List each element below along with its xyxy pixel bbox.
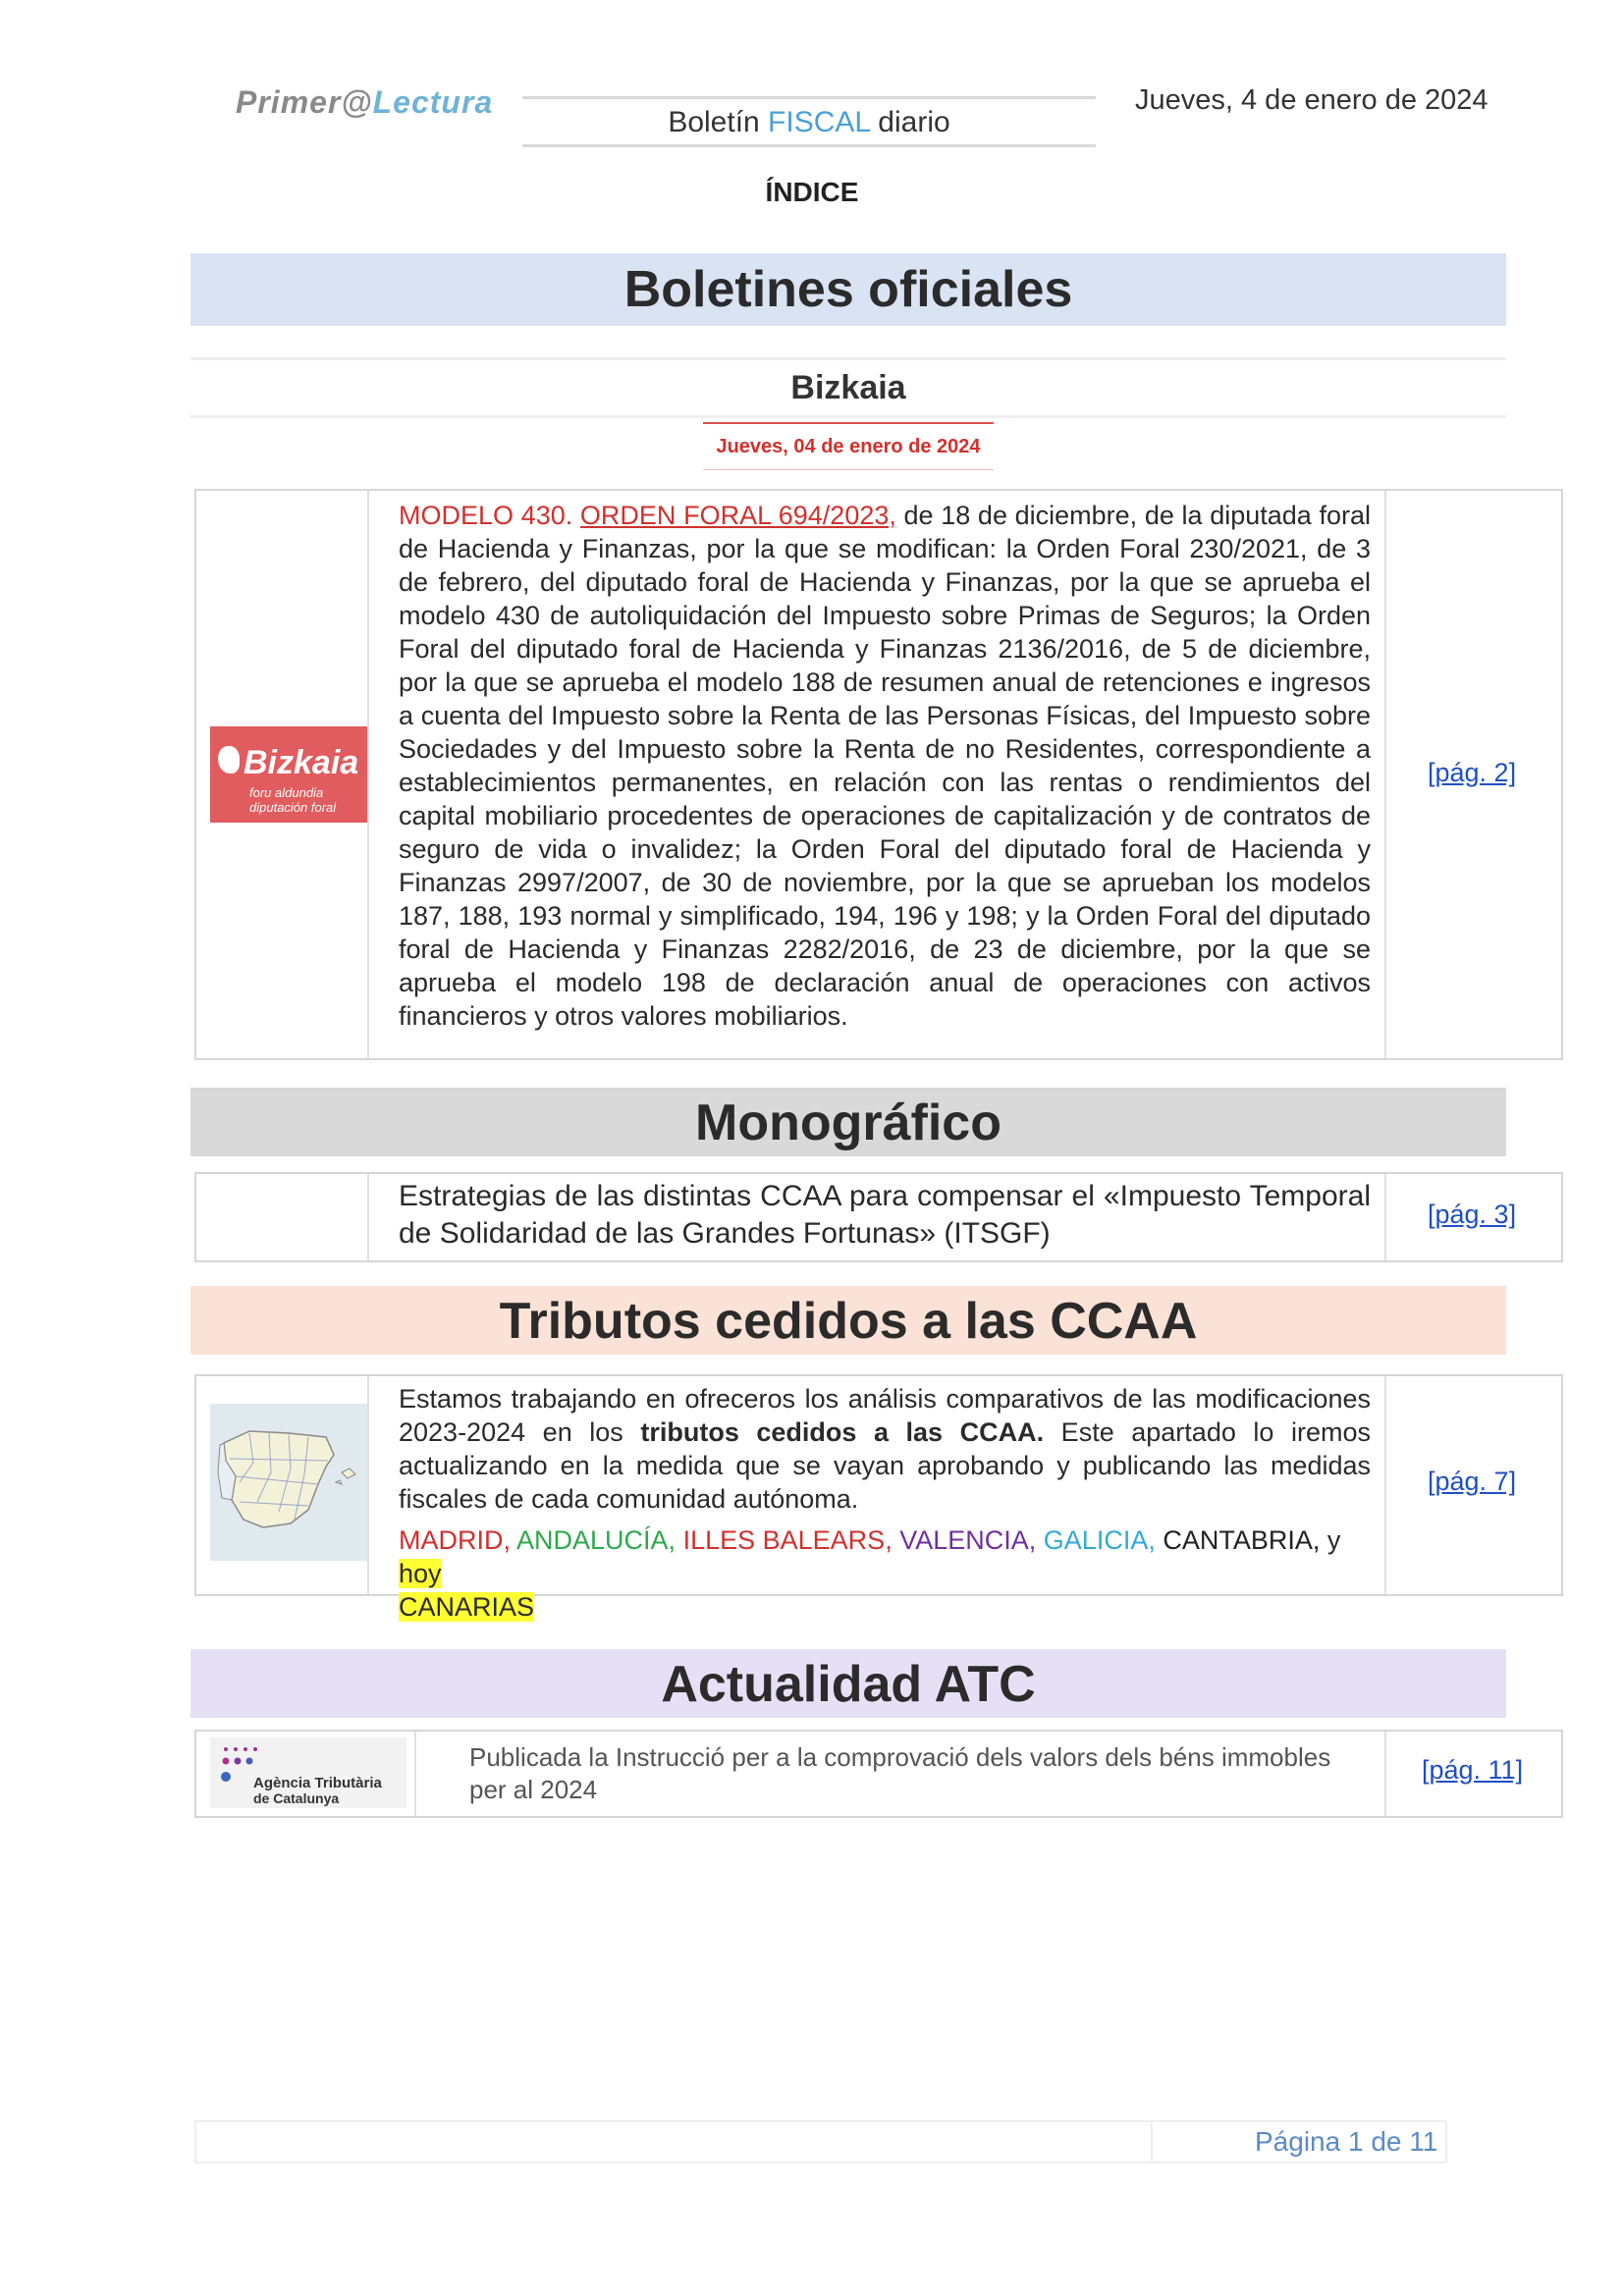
region-title: Bizkaia (190, 357, 1506, 418)
section-tributos-title: Tributos cedidos a las CCAA (190, 1286, 1506, 1355)
ccaa-region: ANDALUCÍA, (516, 1525, 677, 1555)
column-divider (1384, 491, 1386, 1058)
footer-divider (1151, 2122, 1153, 2162)
section-atc-title: Actualidad ATC (190, 1649, 1506, 1718)
column-divider (367, 491, 369, 1058)
primer-lectura-logo: Primer@Lectura (236, 84, 494, 120)
entry-text: Estrategias de las distintas CCAA para compensar el «Impuesto Temporal de Solidaridad de las Grandes Fortunas» (ITSGF) (399, 1180, 1371, 1250)
entry-text: Publicada la Instrucció per a la comprovació dels valors dels béns immobles per al 2024 (469, 1742, 1331, 1804)
spain-map-icon (210, 1404, 367, 1561)
ccaa-list: MADRID, ANDALUCÍA, ILLES BALEARS, VALENCIA, GALICIA, CANTABRIA, y hoy CANARIAS (399, 1525, 1341, 1622)
bulletin-title: Boletín FISCAL diario (522, 96, 1096, 147)
page-link-2[interactable]: [pág. 2] (1428, 758, 1517, 787)
page-link-3[interactable]: [pág. 3] (1428, 1200, 1517, 1229)
column-divider (414, 1732, 416, 1816)
column-divider (1384, 1732, 1386, 1816)
page-number: Página 1 de 11 (1255, 2126, 1438, 2157)
entry-text: Estamos trabajando en ofreceros los análisis comparativos de las modificaciones 2023-2024 en los tributos cedidos a las CCAA. Este apartado lo iremos actualizando en la medida que se vayan aprobando y publicando las medidas fiscales de cada comunidad autónoma. (399, 1384, 1371, 1514)
region-date: Jueves, 04 de enero de 2024 (703, 422, 994, 470)
footer (194, 2120, 1447, 2163)
index-title: ÍNDICE (765, 177, 859, 207)
ccaa-region: VALENCIA, (899, 1525, 1037, 1555)
column-divider (367, 1174, 369, 1260)
spain-map-icon (210, 1404, 367, 1561)
entry-text: MODELO 430. ORDEN FORAL 694/2023, de 18 de diciembre, de la diputada foral de Hacienda y Finanzas, por la que se modifican: la Orden Foral 230/2021, de 3 de febrero, del diputado foral de Hacienda y Finanzas, por la que se aprueba el modelo 430 de autoliquidación del Impuesto sobre Primas de Seguros; la Orden Foral del diputado foral de Hacienda y Finanzas 2136/2016, de 5 de diciembre, por la que se aprueba el modelo 188 de resumen anual de retenciones e ingresos a cuenta del Impuesto sobre la Renta de las Personas Físicas, del Impuesto sobre Sociedades y del Impuesto sobre la Renta de no Residentes, correspondiente a establecimientos permanentes, en relación con las rentas o rendimientos del capital mobiliario procedentes de operaciones de capitalización y de contratos de seguro de vida o invalidez; la Orden Foral del diputado foral de Hacienda y Finanzas 2997/2007, de 30 de noviembre, por la que se aprueban los modelos 187, 188, 193 normal y simplificado, 194, 196 y 198; y la Orden Foral del diputado foral de Hacienda y Finanzas 2282/2016, de 23 de diciembre, por la que se aprueba el modelo 198 de declaración anual de operaciones con activos financieros y otros valores mobiliarios. (399, 501, 1371, 1031)
ccaa-region: CANTABRIA, (1163, 1525, 1321, 1555)
entry-monografico (194, 1172, 1563, 1262)
page-link-11[interactable]: [pág. 11] (1422, 1755, 1524, 1785)
ccaa-region: ILLES BALEARS, (682, 1525, 893, 1555)
section-monografico-title: Monográfico (190, 1088, 1506, 1156)
entry-bizkaia (194, 489, 1563, 1060)
orden-foral-link[interactable]: ORDEN FORAL 694/2023, (579, 501, 896, 530)
section-boletines-title: Boletines oficiales (190, 253, 1506, 326)
column-divider (1384, 1174, 1386, 1260)
ccaa-region: MADRID, (399, 1525, 511, 1555)
bulletin-date: Jueves, 4 de enero de 2024 (1135, 84, 1489, 116)
entry-tributos (194, 1374, 1563, 1622)
column-divider (1384, 1376, 1386, 1594)
page-link-7[interactable]: [pág. 7] (1428, 1467, 1517, 1496)
atc-logo: Agència Tributària de Catalunya (210, 1737, 406, 1808)
leaf-icon (218, 746, 240, 774)
ccaa-region: GALICIA, (1043, 1525, 1156, 1555)
column-divider (367, 1376, 369, 1594)
bizkaia-logo: Bizkaia foru aldundia diputación foral (210, 726, 367, 823)
